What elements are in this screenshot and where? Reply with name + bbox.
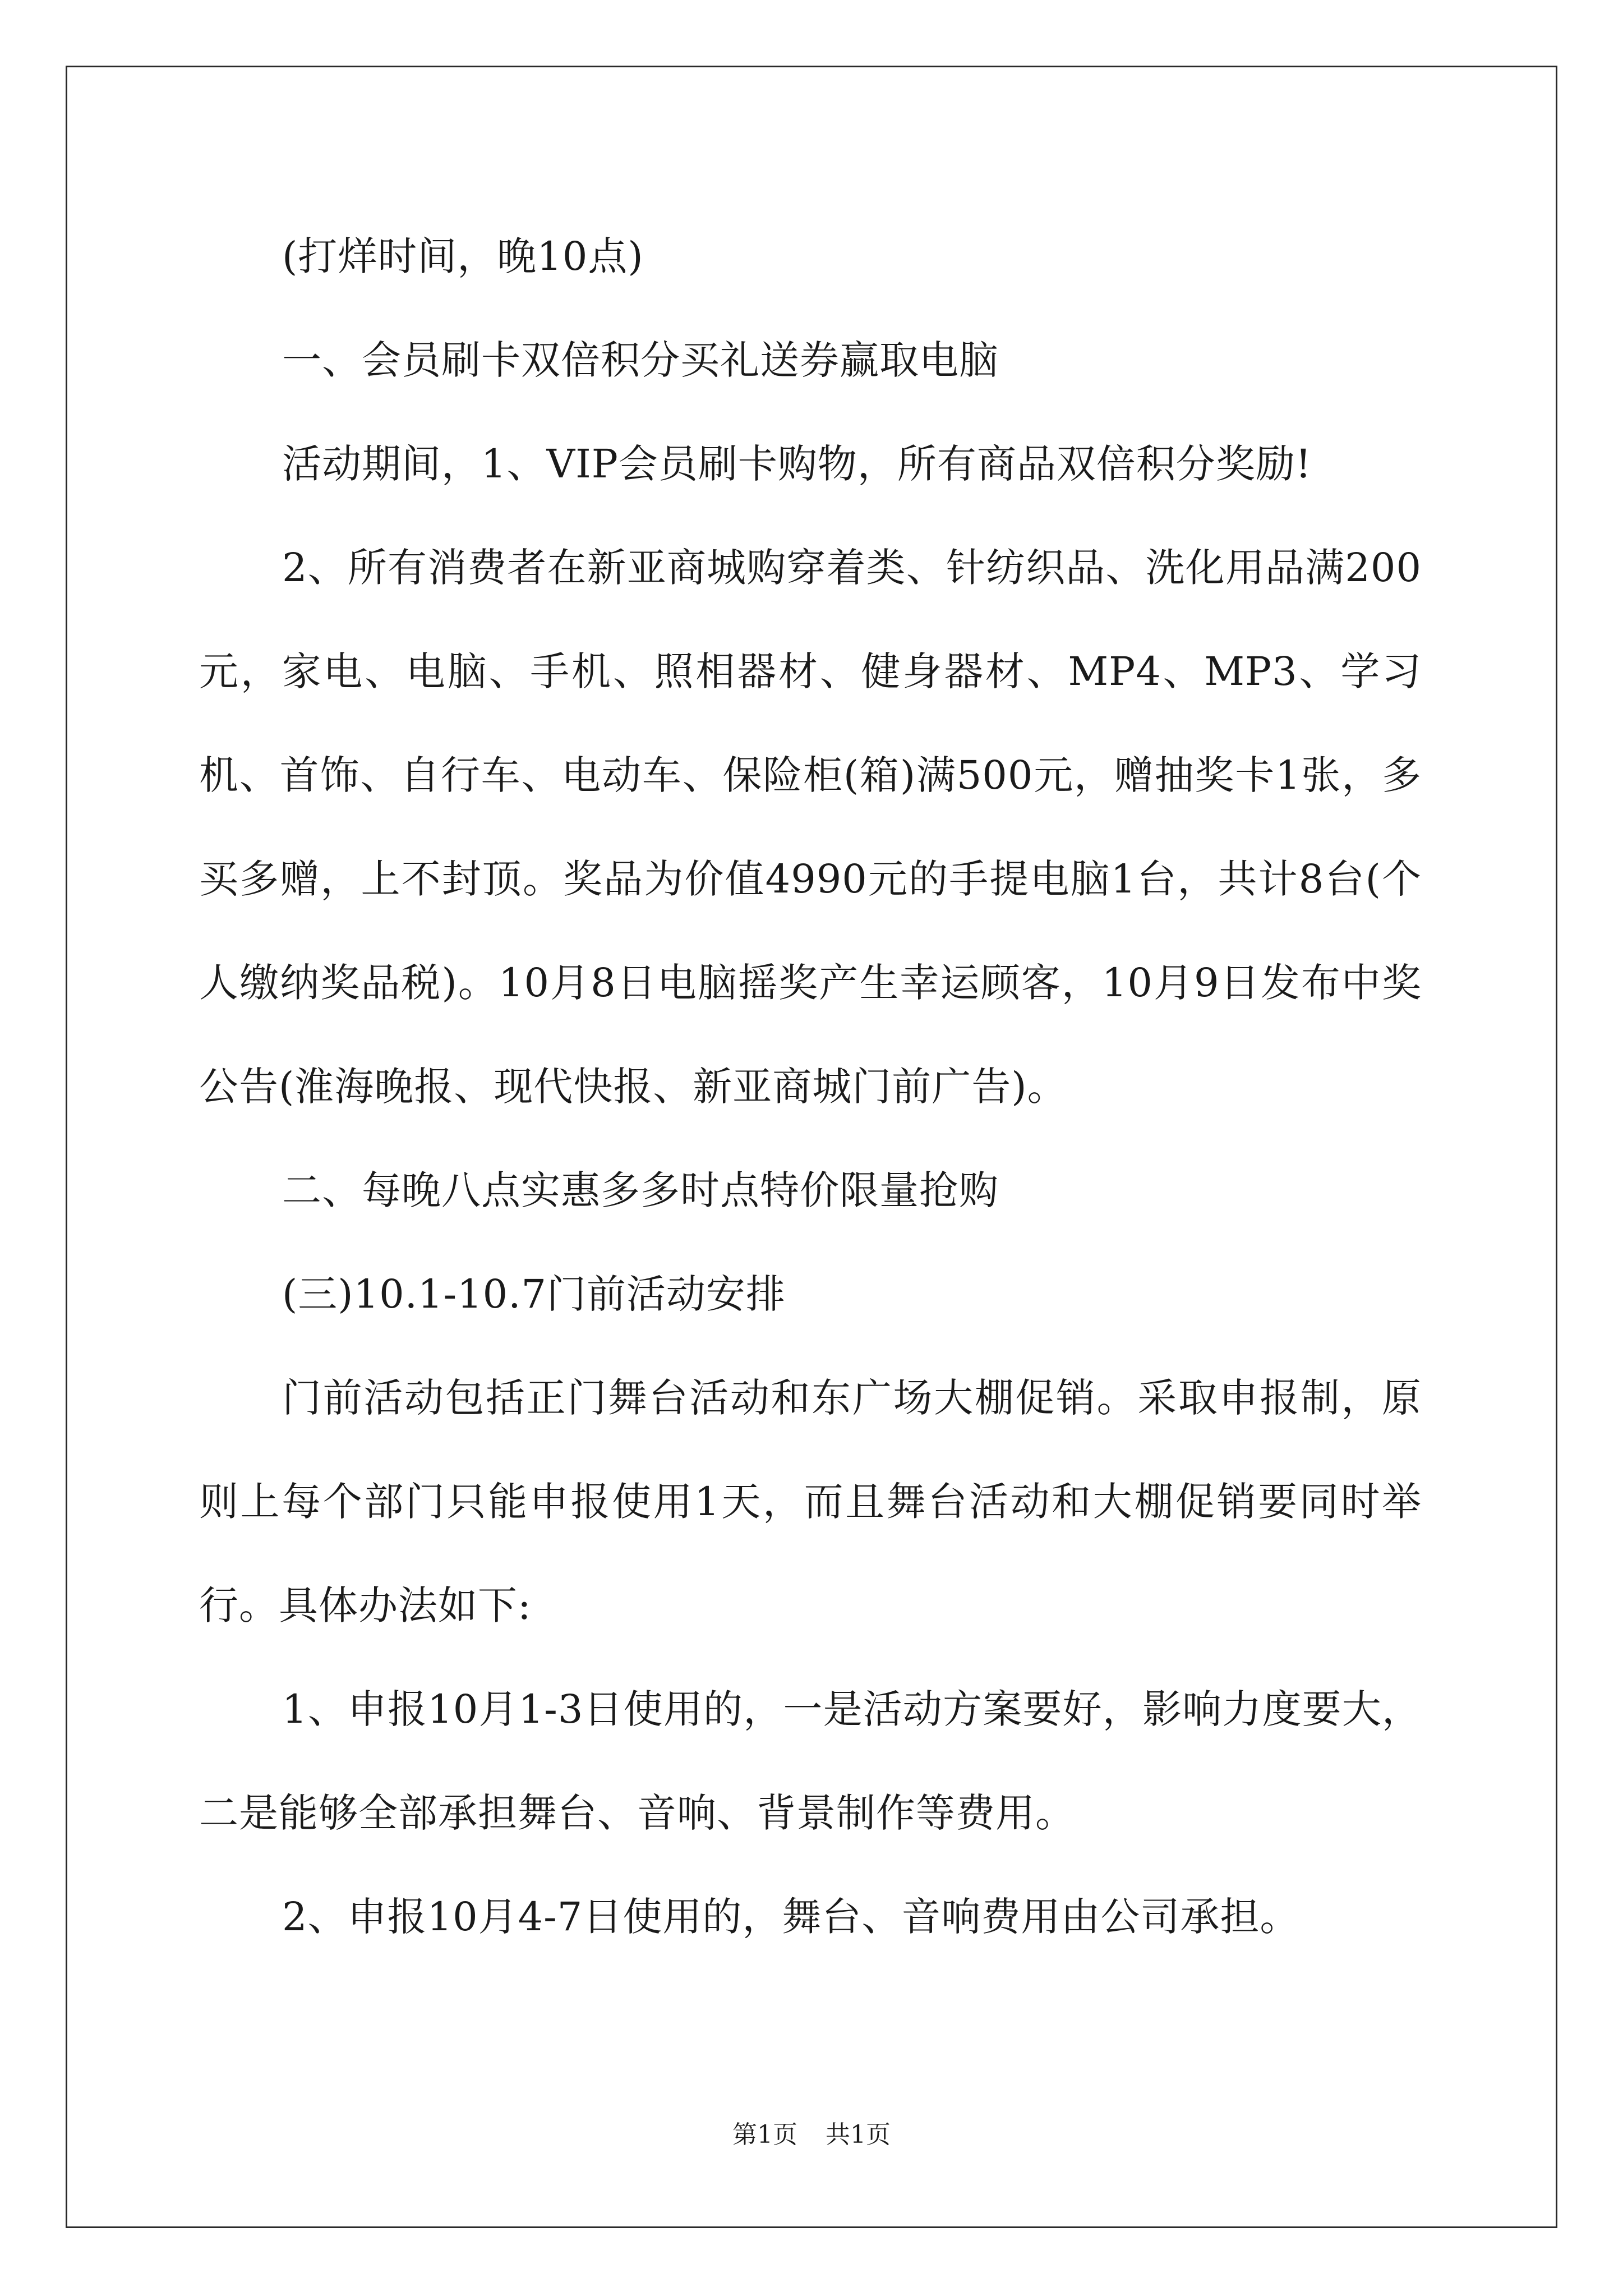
document-body — [199, 205, 1422, 1969]
paragraph: 1、申报10月1-3日使用的，一是活动方案要好，影响力度要大，二是能够全部承担舞台、音响、背景制作等费用。 — [199, 1686, 1422, 1836]
paragraph: 门前活动包括正门舞台活动和东广场大棚促销。采取申报制，原则上每个部门只能申报使用1天，而且舞台活动和大棚促销要同时举行。具体办法如下: — [199, 1375, 1422, 1628]
page-number: 第1页 — [732, 2120, 797, 2149]
page-footer — [0, 2118, 1623, 2152]
section-heading: 二、每晚八点实惠多多时点特价限量抢购 — [282, 1167, 999, 1213]
page-total: 共1页 — [826, 2120, 891, 2149]
paragraph: 2、所有消费者在新亚商城购穿着类、针纺织品、洗化用品满200元，家电、电脑、手机、照相器材、健身器材、MP4、MP3、学习机、首饰、自行车、电动车、保险柜(箱)满500元，赠抽奖卡1张，多买多赠，上不封顶。奖品为价值4990元的手提电脑1台，共计8台(个人缴纳奖品税)。10月8日电脑摇奖产生幸运顾客，10月9日发布中奖公告(淮海晚报、现代快报、新亚商城门前广告)。 — [199, 545, 1422, 1110]
paragraph: 活动期间，1、VIP会员刷卡购物，所有商品双倍积分奖励! — [282, 441, 1312, 487]
paragraph: 2、申报10月4-7日使用的，舞台、音响费用由公司承担。 — [282, 1894, 1300, 1940]
section-heading: 一、会员刷卡双倍积分买礼送券赢取电脑 — [282, 337, 999, 383]
paragraph: (打烊时间，晚10点) — [282, 233, 644, 279]
section-heading: (三)10.1-10.7门前活动安排 — [282, 1271, 786, 1317]
